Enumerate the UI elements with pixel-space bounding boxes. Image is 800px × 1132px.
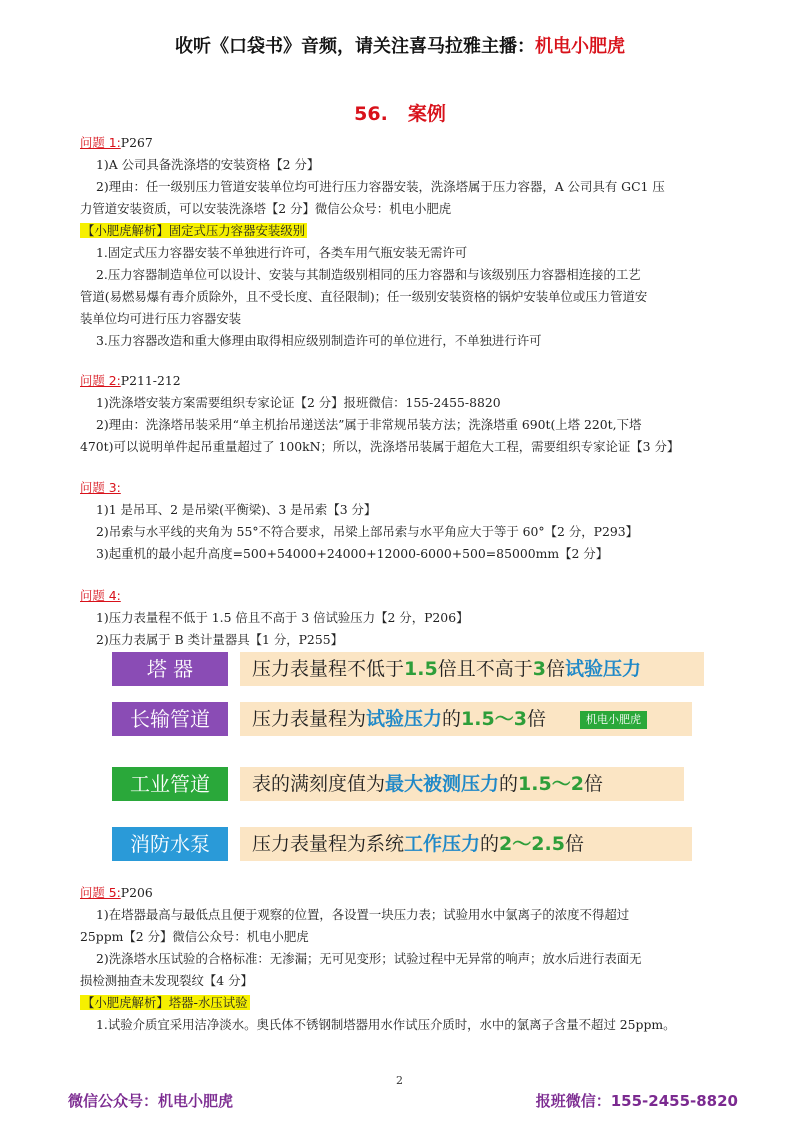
q1-analysis-line: 装单位均可进行压力容器安装 <box>80 311 242 326</box>
section-name: 案例 <box>407 103 446 125</box>
q1-heading <box>80 133 153 153</box>
rule-value: 2～2.5 <box>499 833 565 855</box>
gauge-rule <box>240 702 692 736</box>
rule-keyword: 工作压力 <box>404 833 481 855</box>
rule-text: 表的满刻度值为 <box>252 773 386 795</box>
header-author: 机电小肥虎 <box>535 36 625 57</box>
gauge-label: 塔 器 <box>112 652 228 686</box>
gauge-rule <box>240 767 684 801</box>
q3-heading <box>80 478 121 498</box>
rule-value: 1.5 <box>404 658 438 680</box>
footer-wechat-account: 微信公众号：机电小肥虎 <box>68 1092 234 1110</box>
q4-line: 2)压力表属于 B 类计量器具【1 分，P255】 <box>96 632 343 647</box>
rule-text: 压力表量程为系统 <box>252 833 405 855</box>
q3-line: 3)起重机的最小起升高度=500+54000+24000+12000-6000+500=85000mm【2 分】 <box>96 546 609 561</box>
gauge-label: 消防水泵 <box>112 827 228 861</box>
rule-text: 压力表量程不低于 <box>252 658 405 680</box>
rule-text: 的 <box>442 708 462 730</box>
header-prefix: 收听《口袋书》音频，请关注喜马拉雅主播： <box>175 36 535 57</box>
rule-value: 1.5～2 <box>518 773 584 795</box>
q1-line: 1)A 公司具备洗涤塔的安装资格【2 分】 <box>96 157 320 172</box>
rule-text: 的 <box>480 833 500 855</box>
rule-text: 的 <box>499 773 519 795</box>
section-number: 56. <box>354 103 388 125</box>
section-title <box>0 99 800 126</box>
page-number: 2 <box>396 1074 403 1087</box>
q2-line: 2)理由：洗涤塔吊装采用“单主机抬吊递送法”属于非常规吊装方法；洗涤塔重 690t(上塔 220t,下塔 <box>96 417 642 432</box>
q5-line: 25ppm【2 分】微信公众号：机电小肥虎 <box>80 929 309 944</box>
q1-line: 力管道安装资质，可以安装洗涤塔【2 分】微信公众号：机电小肥虎 <box>80 201 452 216</box>
gauge-rule <box>240 827 692 861</box>
q5-line: 损检测抽查未发现裂纹【4 分】 <box>80 973 253 988</box>
rule-text: 倍且不高于 <box>437 658 533 680</box>
rule-value: 1.5～3 <box>461 708 527 730</box>
gauge-label: 长输管道 <box>112 702 228 736</box>
rule-keyword: 最大被测压力 <box>385 773 500 795</box>
q5-line: 2)洗涤塔水压试验的合格标准：无渗漏；无可见变形；试验过程中无异常的响声；放水后进行表面无 <box>96 951 642 966</box>
q1-line: 2)理由：任一级别压力管道安装单位均可进行压力容器安装，洗涤塔属于压力容器，A 公司具有 GC1 压 <box>96 179 665 194</box>
watermark-tag: 机电小肥虎 <box>580 711 647 729</box>
q2-label: 问题 2: <box>80 373 121 388</box>
rule-text: 倍 <box>526 708 546 730</box>
q5-ref: P206 <box>120 885 153 900</box>
footer-class-wechat: 报班微信：155-2455-8820 <box>535 1092 738 1110</box>
q1-analysis-line: 3.压力容器改造和重大修理由取得相应级别制造许可的单位进行，不单独进行许可 <box>96 333 542 348</box>
rule-keyword: 试验压力 <box>366 708 443 730</box>
rule-value: 3 <box>532 658 546 680</box>
q5-label: 问题 5: <box>80 885 121 900</box>
q3-line: 1)1 是吊耳、2 是吊梁(平衡梁)、3 是吊索【3 分】 <box>96 502 377 517</box>
highlight-text: 【小肥虎解析】塔器-水压试验 <box>82 995 248 1010</box>
q1-analysis-line: 管道(易燃易爆有毒介质除外，且不受长度、直径限制)；任一级别安装资格的锅炉安装单位或压力管道安 <box>80 289 648 304</box>
page-header <box>0 32 800 58</box>
q3-label: 问题 3: <box>80 480 121 495</box>
q1-analysis-line: 2.压力容器制造单位可以设计、安装与其制造级别相同的压力容器和与该级别压力容器相连接的工艺 <box>96 267 641 282</box>
q4-heading <box>80 586 121 606</box>
q4-label: 问题 4: <box>80 588 121 603</box>
q4-line: 1)压力表量程不低于 1.5 倍且不高于 3 倍试验压力【2 分，P206】 <box>96 610 469 625</box>
highlight-text: 【小肥虎解析】固定式压力容器安装级别 <box>82 223 306 238</box>
rule-keyword: 试验压力 <box>564 658 641 680</box>
q2-line: 1)洗涤塔安装方案需要组织专家论证【2 分】报班微信：155-2455-8820 <box>96 395 501 410</box>
rule-text: 倍 <box>545 658 565 680</box>
rule-text: 倍 <box>564 833 584 855</box>
q1-analysis-heading <box>80 221 307 241</box>
q1-analysis-line: 1.固定式压力容器安装不单独进行许可，各类车用气瓶安装无需许可 <box>96 245 468 260</box>
q2-heading <box>80 371 181 391</box>
rule-text: 倍 <box>583 773 603 795</box>
q2-ref: P211-212 <box>120 373 181 388</box>
q1-label: 问题 1: <box>80 135 121 150</box>
q2-line: 470t)可以说明单件起吊重量超过了 100kN；所以，洗涤塔吊装属于超危大工程，需要组织专家论证【3 分】 <box>80 439 680 454</box>
q5-analysis-line: 1.试验介质宜采用洁净淡水。奥氏体不锈钢制塔器用水作试压介质时，水中的氯离子含量不超过 25ppm。 <box>96 1017 676 1032</box>
gauge-rule <box>240 652 704 686</box>
q5-heading <box>80 883 153 903</box>
q5-line: 1)在塔器最高与最低点且便于观察的位置，各设置一块压力表；试验用水中氯离子的浓度不得超过 <box>96 907 630 922</box>
q1-ref: P267 <box>120 135 153 150</box>
q3-line: 2)吊索与水平线的夹角为 55°不符合要求，吊梁上部吊索与水平角应大于等于 60°【2 分，P293】 <box>96 524 638 539</box>
rule-text: 压力表量程为 <box>252 708 367 730</box>
gauge-label: 工业管道 <box>112 767 228 801</box>
q5-analysis-heading <box>80 993 250 1013</box>
